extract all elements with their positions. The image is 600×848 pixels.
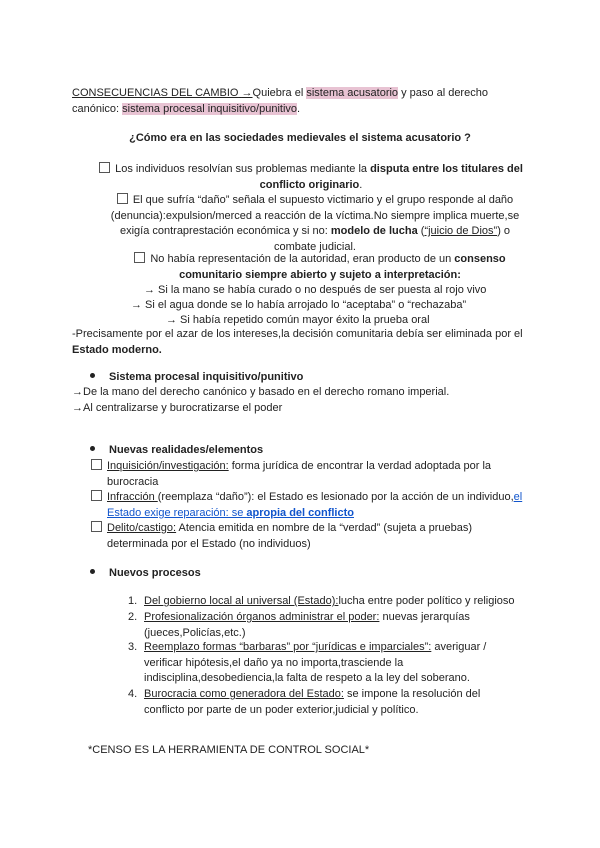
item-text: conflicto por parte de un poder exterior,judicial y político. <box>144 703 419 716</box>
section-title: Nuevas realidades/elementos <box>109 444 264 456</box>
conclusion-text: -Precisamente por el azar de los intereses,la decisión comunitaria debía ser eliminada por el <box>72 328 523 340</box>
link-bold[interactable]: apropia del conflicto <box>246 506 354 519</box>
link-text[interactable]: el <box>513 491 523 503</box>
checklist-item-delito <box>91 521 541 552</box>
item-text: combate judicial. <box>274 240 356 253</box>
section-title: Nuevos procesos <box>109 567 201 579</box>
highlight-inquisitivo: sistema procesal inquisitivo/punitivo <box>122 102 298 115</box>
item-bold: modelo de lucha <box>330 225 418 237</box>
checklist-item-infraccion <box>91 490 541 521</box>
checklist-item-inquisicion <box>91 459 541 490</box>
checkbox[interactable] <box>91 459 102 470</box>
checkbox[interactable] <box>91 521 102 532</box>
item-underline: “juicio de Dios” <box>424 225 498 237</box>
item-text: averiguar / <box>431 641 487 653</box>
section-heading-realidades <box>90 443 263 459</box>
item-text: ) o <box>497 225 511 237</box>
intro-text: canónico: <box>72 102 123 115</box>
item-number: 4. <box>128 688 138 700</box>
item-text: exigía contraprestación económica y si no: <box>119 225 331 237</box>
arrow-line: →De la mano del derecho canónico y basado en el derecho romano imperial. <box>72 386 450 398</box>
footer-note: *CENSO ES LA HERRAMIENTA DE CONTROL SOCIAL* <box>88 744 370 756</box>
item-underline: Reemplazo formas “barbaras” por “jurídicas e imparciales”: <box>144 641 432 653</box>
checklist-item-disputa <box>80 162 542 193</box>
intro-text: Quiebra el <box>252 87 307 99</box>
section-question: ¿Cómo era en las sociedades medievales el sistema acusatorio ? <box>129 132 471 144</box>
checkbox[interactable] <box>99 162 110 173</box>
item-underline: Del gobierno local al universal (Estado): <box>144 595 339 607</box>
bullet-icon <box>90 373 95 378</box>
item-text: nuevas jerarquías <box>379 611 470 623</box>
bullet-icon <box>90 569 95 574</box>
item-underline: Delito/castigo: <box>107 522 177 534</box>
checkbox[interactable] <box>134 252 145 263</box>
numbered-item-3 <box>128 640 548 687</box>
intro-text: y paso al derecho <box>398 87 488 99</box>
item-number: 1. <box>128 595 138 607</box>
conclusion-paragraph <box>72 327 542 358</box>
checklist-item-autoridad <box>100 252 540 283</box>
intro-heading: CONSECUENCIAS DEL CAMBIO → <box>72 87 253 99</box>
item-text: determinada por el Estado (no individuos) <box>107 537 311 550</box>
item-text: Atencia emitida en nombre de la “verdad” (sujeta a pruebas) <box>176 522 473 534</box>
section-title: Sistema procesal inquisitivo/punitivo <box>109 371 304 383</box>
item-number: 3. <box>128 641 138 653</box>
link-text[interactable]: Estado exige reparación: se <box>107 506 247 519</box>
item-text: burocracia <box>107 475 159 488</box>
item-text: indisciplina,desobediencia,la falta de respeto a la ley del soberano. <box>144 672 470 684</box>
numbered-item-4 <box>128 687 548 718</box>
item-text: verificar hipótesis,el daño ya no importa,trasciende la <box>144 656 404 669</box>
item-number: 2. <box>128 611 138 623</box>
item-underline: Infracción <box>107 491 158 503</box>
arrow-line: → Si había repetido común mayor éxito la prueba oral <box>166 314 430 326</box>
intro-paragraph <box>72 86 542 117</box>
item-bold: disputa entre los titulares del <box>370 163 523 175</box>
item-underline: Inquisición/investigación: <box>107 460 229 472</box>
checklist-item-dano <box>85 193 545 255</box>
item-text: (denuncia):expulsion/merced a reacción de la víctima.No siempre implica muerte,se <box>110 209 520 222</box>
item-text: forma jurídica de encontrar la verdad adoptada por la <box>228 460 492 472</box>
checkbox[interactable] <box>91 490 102 501</box>
section1-lines <box>72 385 542 416</box>
section-heading-inquisitivo <box>90 370 303 386</box>
item-text: lucha entre poder político y religioso <box>338 595 515 607</box>
item-underline: Profesionalización órganos administrar el poder: <box>144 611 380 623</box>
section-heading-procesos <box>90 566 201 582</box>
item-text: Los individuos resolvían sus problemas mediante la <box>115 163 371 175</box>
item-text: No había representación de la autoridad, eran producto de un <box>150 253 455 265</box>
highlight-acusatorio: sistema acusatorio <box>306 87 399 99</box>
item-text: ( <box>417 225 425 237</box>
bullet-icon <box>90 446 95 451</box>
arrow-line: →Al centralizarse y burocratizarse el poder <box>72 401 283 414</box>
intro-text: . <box>297 102 301 115</box>
item-bold: consenso <box>454 253 506 265</box>
item-text: (jueces,Policías,etc.) <box>144 626 246 639</box>
item-bold: comunitario siempre abierto y sujeto a interpretación: <box>179 268 461 281</box>
arrow-line: → Si el agua donde se lo había arrojado lo “aceptaba” o “rechazaba” <box>131 299 467 311</box>
item-underline: Burocracia como generadora del Estado: <box>144 688 344 700</box>
item-text: (reemplaza “daño”): el Estado es lesionado por la acción de un individuo, <box>157 491 514 503</box>
arrow-line: → Si la mano se había curado o no después de ser puesta al rojo vivo <box>144 284 487 296</box>
numbered-item-1 <box>128 594 548 610</box>
item-text: El que sufría “daño” señala el supuesto victimario y el grupo responde al daño <box>132 194 514 206</box>
numbered-item-2 <box>128 610 548 641</box>
checkbox[interactable] <box>117 193 128 204</box>
item-bold: conflicto originario <box>259 178 360 191</box>
item-text: se impone la resolución del <box>343 688 481 700</box>
conclusion-bold: Estado moderno. <box>72 343 162 356</box>
item-text: . <box>359 178 363 191</box>
